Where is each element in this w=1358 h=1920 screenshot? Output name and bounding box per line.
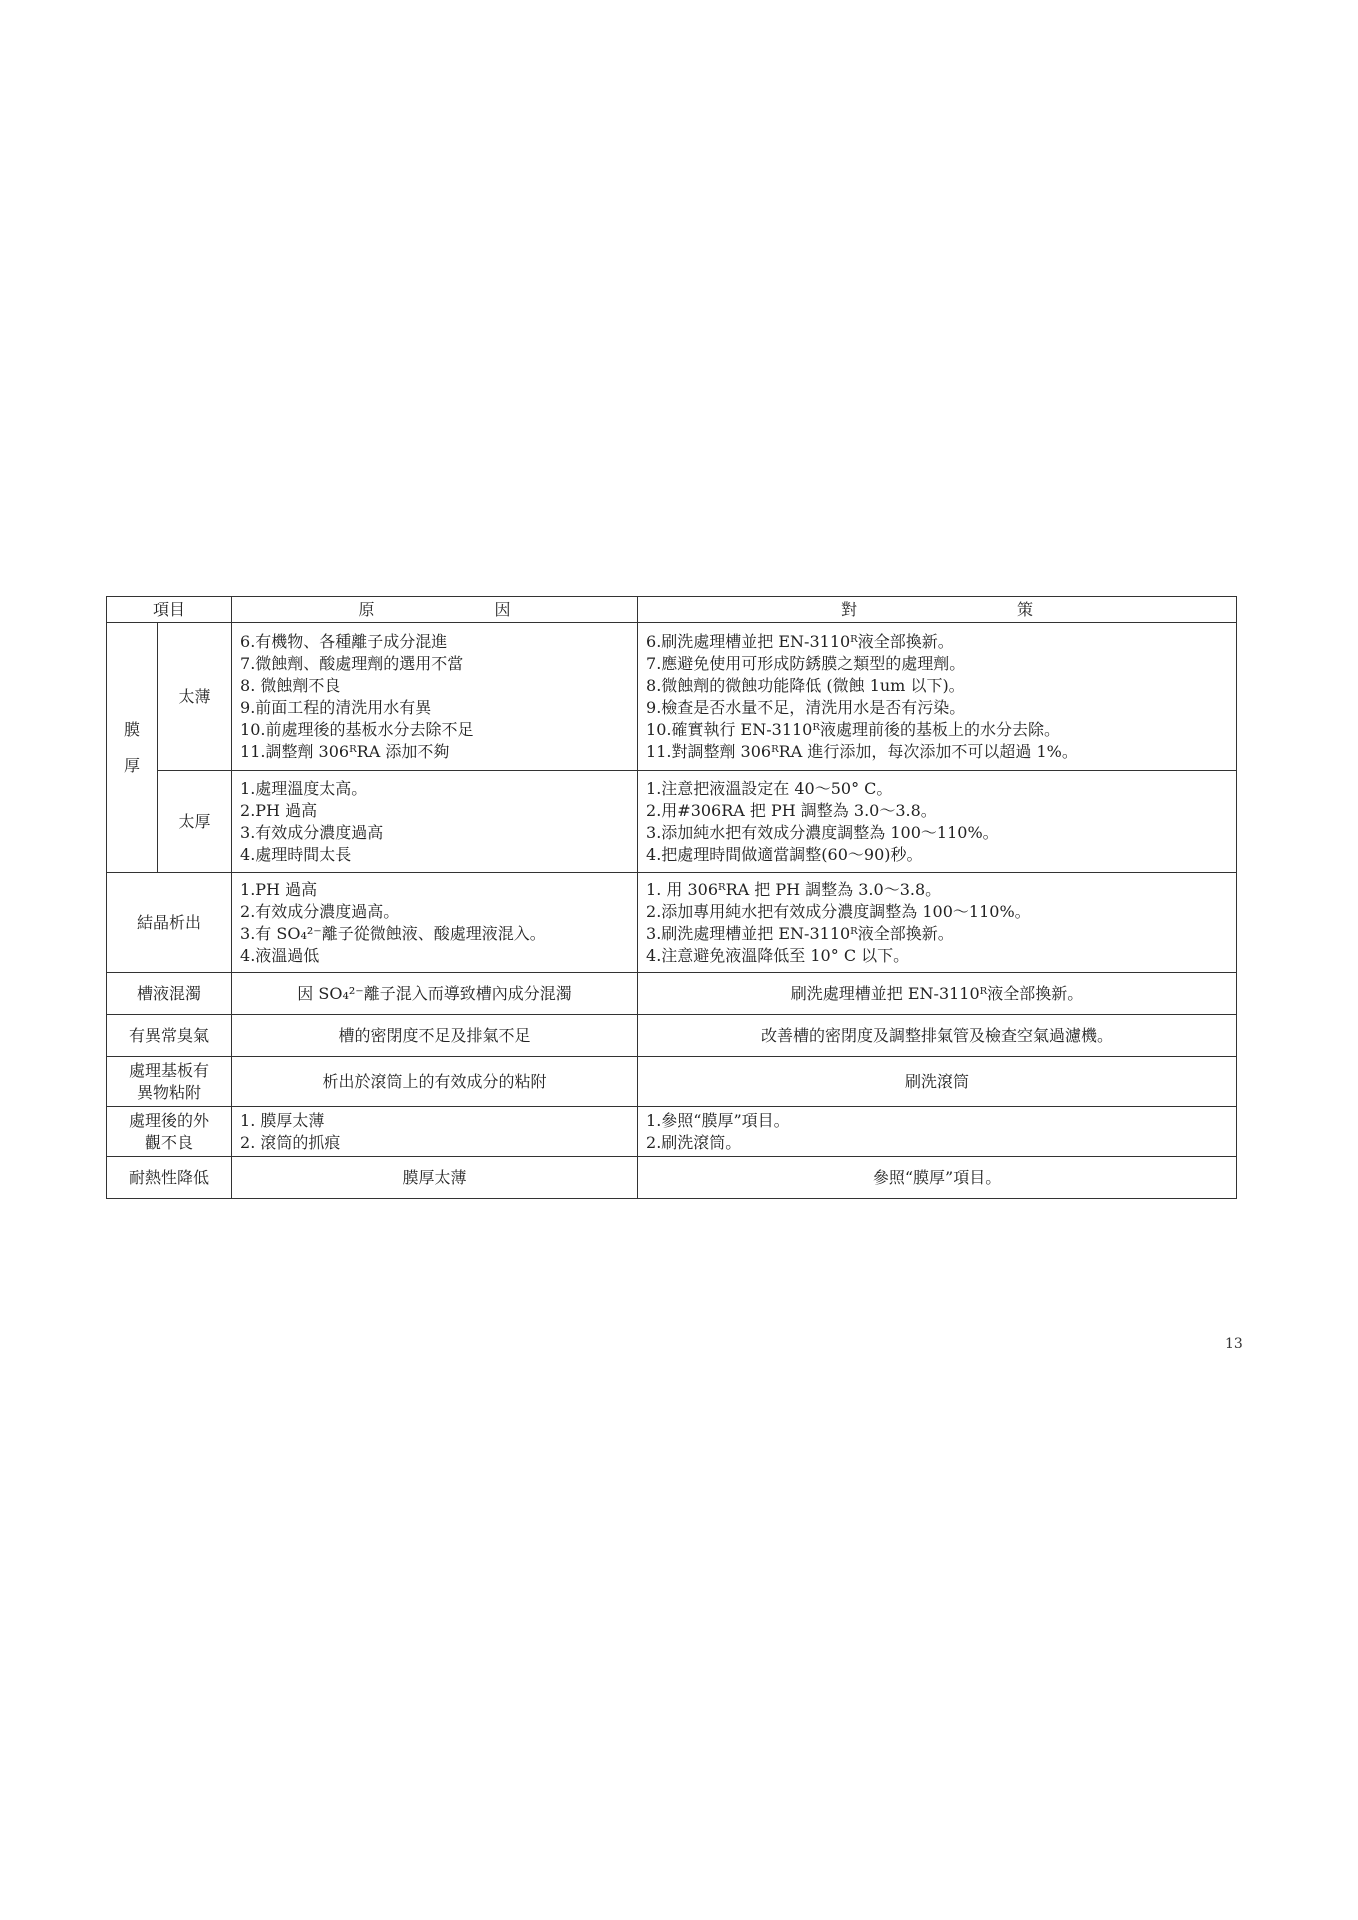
row-heat [107, 1157, 1237, 1199]
odor-cause: 槽的密閉度不足及排氣不足 [232, 1015, 638, 1057]
list-item: 9.檢查是否水量不足，清洗用水是否有污染。 [646, 697, 966, 717]
heat-cause: 膜厚太薄 [232, 1157, 638, 1199]
row-odor [107, 1015, 1237, 1057]
foreign-label: 處理基板有 異物粘附 [107, 1057, 232, 1107]
list-item: 2. 滾筒的抓痕 [240, 1132, 341, 1152]
list-item: 4.把處理時間做適當調整(60～90)秒。 [646, 844, 923, 864]
list-item: 7.應避免使用可形成防銹膜之類型的處理劑。 [646, 653, 966, 673]
odor-remedy: 改善槽的密閉度及調整排氣管及檢查空氣過濾機。 [638, 1015, 1237, 1057]
crystal-label: 結晶析出 [107, 873, 232, 973]
troubleshooting-table [106, 596, 1237, 1199]
foreign-remedy: 刷洗滾筒 [638, 1057, 1237, 1107]
list-item: 11.調整劑 306ᴿRA 添加不夠 [240, 741, 450, 761]
row-turbid [107, 973, 1237, 1015]
film-thick-causes [232, 771, 638, 873]
row-film-thick [107, 771, 1237, 873]
list-item: 2.刷洗滾筒。 [646, 1132, 742, 1152]
heat-label: 耐熱性降低 [107, 1157, 232, 1199]
row-film-thin [107, 623, 1237, 771]
list-item: 8. 微蝕劑不良 [240, 675, 341, 695]
list-item: 2.有效成分濃度過高。 [240, 901, 400, 921]
header-cause: 原 因 [232, 597, 638, 623]
list-item: 2.添加專用純水把有效成分濃度調整為 100～110%。 [646, 901, 1031, 921]
list-item: 8.微蝕劑的微蝕功能降低 (微蝕 1um 以下)。 [646, 675, 965, 695]
odor-label: 有異常臭氣 [107, 1015, 232, 1057]
crystal-causes [232, 873, 638, 973]
list-item: 2.用#306RA 把 PH 調整為 3.0～3.8。 [646, 800, 937, 820]
foreign-cause: 析出於滾筒上的有效成分的粘附 [232, 1057, 638, 1107]
heat-remedy: 參照“膜厚”項目。 [638, 1157, 1237, 1199]
list-item: 11.對調整劑 306ᴿRA 進行添加，每次添加不可以超過 1%。 [646, 741, 1078, 761]
film-thickness-label: 膜 厚 [107, 623, 158, 873]
film-thin-causes [232, 623, 638, 771]
list-item: 3.有效成分濃度過高 [240, 822, 384, 842]
list-item: 4.處理時間太長 [240, 844, 352, 864]
appearance-label: 處理後的外 觀不良 [107, 1107, 232, 1157]
list-item: 1.注意把液溫設定在 40～50° C。 [646, 778, 893, 798]
appearance-remedies [638, 1107, 1237, 1157]
film-thin-label: 太薄 [158, 623, 232, 771]
list-item: 1.處理溫度太高。 [240, 778, 368, 798]
list-item: 1. 用 306ᴿRA 把 PH 調整為 3.0～3.8。 [646, 879, 942, 899]
list-item: 1. 膜厚太薄 [240, 1110, 325, 1130]
turbid-cause: 因 SO₄²⁻離子混入而導致槽內成分混濁 [232, 973, 638, 1015]
list-item: 7.微蝕劑、酸處理劑的選用不當 [240, 653, 464, 673]
crystal-remedies [638, 873, 1237, 973]
list-item: 6.刷洗處理槽並把 EN-3110ᴿ液全部換新。 [646, 631, 954, 651]
list-item: 6.有機物、各種離子成分混進 [240, 631, 448, 651]
film-thick-remedies [638, 771, 1237, 873]
list-item: 1.PH 過高 [240, 879, 318, 899]
turbid-remedy: 刷洗處理槽並把 EN-3110ᴿ液全部換新。 [638, 973, 1237, 1015]
list-item: 4.注意避免液溫降低至 10° C 以下。 [646, 945, 910, 965]
list-item: 10.前處理後的基板水分去除不足 [240, 719, 474, 739]
list-item: 3.添加純水把有效成分濃度調整為 100～110%。 [646, 822, 999, 842]
list-item: 9.前面工程的清洗用水有異 [240, 697, 432, 717]
list-item: 4.液溫過低 [240, 945, 320, 965]
film-thick-label: 太厚 [158, 771, 232, 873]
row-crystal [107, 873, 1237, 973]
row-appearance [107, 1107, 1237, 1157]
row-foreign [107, 1057, 1237, 1107]
list-item: 10.確實執行 EN-3110ᴿ液處理前後的基板上的水分去除。 [646, 719, 1060, 739]
list-item: 2.PH 過高 [240, 800, 318, 820]
list-item: 3.刷洗處理槽並把 EN-3110ᴿ液全部換新。 [646, 923, 954, 943]
appearance-causes [232, 1107, 638, 1157]
header-row [107, 597, 1237, 623]
list-item: 1.參照“膜厚”項目。 [646, 1110, 790, 1130]
header-item: 項目 [107, 597, 232, 623]
page-number: 13 [1225, 1336, 1243, 1352]
header-remedy: 對 策 [638, 597, 1237, 623]
list-item: 3.有 SO₄²⁻離子從微蝕液、酸處理液混入。 [240, 923, 546, 943]
turbid-label: 槽液混濁 [107, 973, 232, 1015]
film-thin-remedies [638, 623, 1237, 771]
